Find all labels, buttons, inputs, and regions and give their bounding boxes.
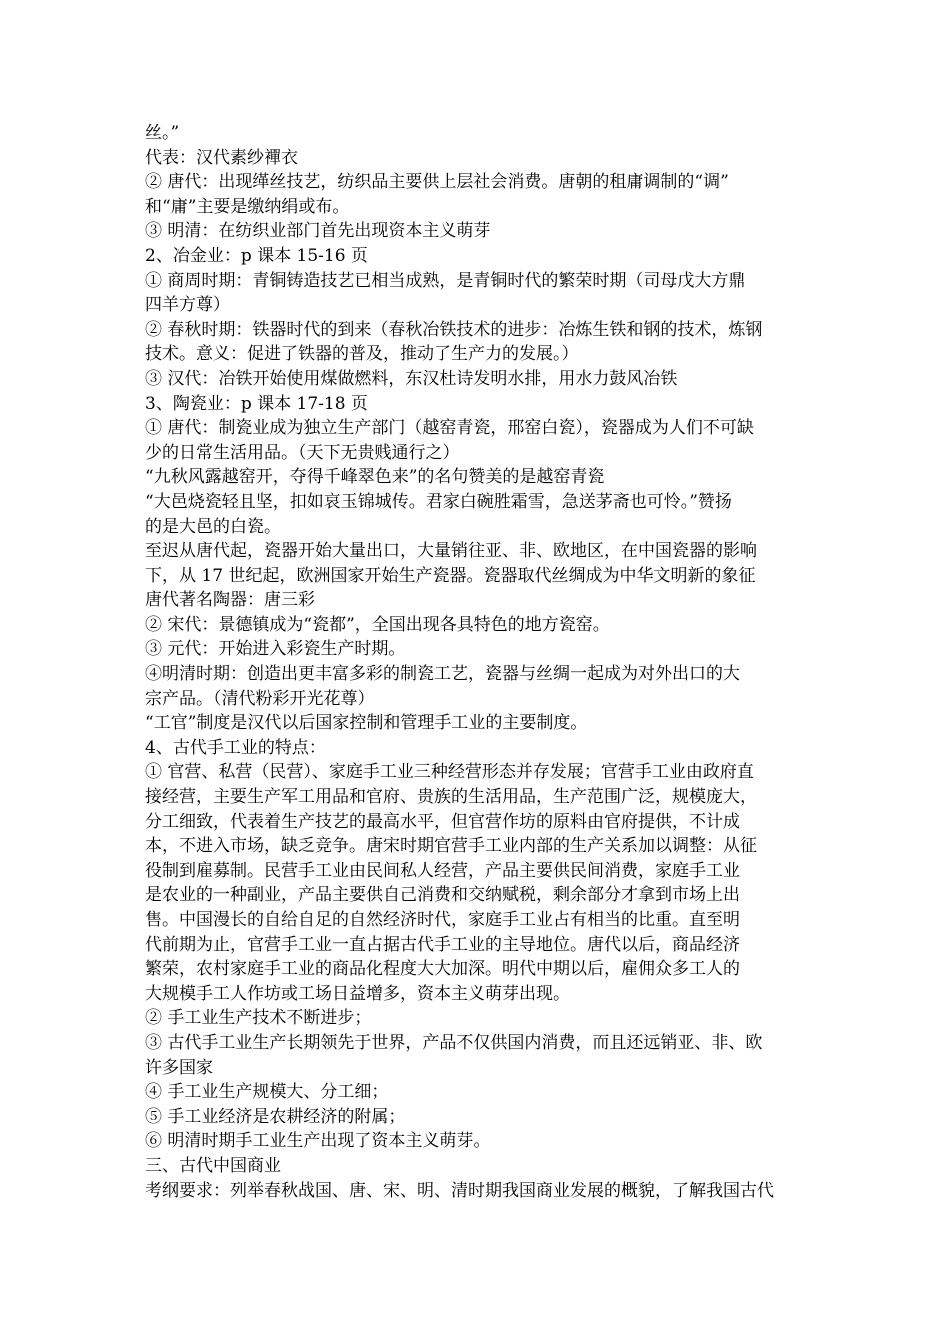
section-heading: 3、陶瓷业：p 课本 17-18 页 <box>145 393 368 414</box>
text-line: 本，不进入市场，缺乏竞争。唐宋时期官营手工业内部的生产关系加以调整：从征 <box>145 836 757 857</box>
text-line: 代表：汉代素纱襌衣 <box>145 147 298 168</box>
text-line: 代前期为止，官营手工业一直占据古代手工业的主导地位。唐代以后，商品经济 <box>145 934 740 955</box>
text-line: ③ 汉代：冶铁开始使用煤做燃料，东汉杜诗发明水排，用水力鼓风冶铁 <box>145 368 678 389</box>
text-line: ③ 古代手工业生产长期领先于世界，产品不仅供国内消费，而且还远销亚、非、欧 <box>145 1032 763 1053</box>
section-heading: 4、古代手工业的特点： <box>145 737 326 758</box>
text-line: 接经营，主要生产军工用品和官府、贵族的生活用品，生产范围广泛，规模庞大， <box>145 787 757 808</box>
text-line: ② 春秋时期：铁器时代的到来（春秋冶铁技术的进步：冶炼生铁和钢的技术，炼钢 <box>145 319 763 340</box>
text-line: ④明清时期：创造出更丰富多彩的制瓷工艺，瓷器与丝绸一起成为对外出口的大 <box>145 664 740 685</box>
text-line: ③ 元代：开始进入彩瓷生产时期。 <box>145 639 406 660</box>
section-heading: 2、冶金业：p 课本 15-16 页 <box>145 245 368 266</box>
section-heading: 三、古代中国商业 <box>145 1155 281 1176</box>
text-line: 下，从 17 世纪起，欧洲国家开始生产瓷器。瓷器取代丝绸成为中华文明新的象征 <box>145 565 756 586</box>
text-line: 的是大邑的白瓷。 <box>145 516 281 537</box>
text-line: 役制到雇募制。民营手工业由民间私人经营，产品主要供民间消费，家庭手工业 <box>145 860 740 881</box>
text-line: 唐代著名陶器：唐三彩 <box>145 590 315 611</box>
text-line: ② 宋代：景德镇成为“瓷都”，全国出现各具特色的地方瓷窑。 <box>145 614 610 635</box>
text-line: 大规模手工人作坊或工场日益增多，资本主义萌芽出现。 <box>145 983 570 1004</box>
text-line: 售。中国漫长的自给自足的自然经济时代，家庭手工业占有相当的比重。直至明 <box>145 910 740 930</box>
text-line: 技术。意义：促进了铁器的普及，推动了生产力的发展。） <box>145 344 579 365</box>
text-line: ① 唐代：制瓷业成为独立生产部门（越窑青瓷，邢窑白瓷），瓷器成为人们不可缺 <box>145 418 754 439</box>
text-line: 是农业的一种副业，产品主要供自己消费和交纳赋税，剩余部分才拿到市场上出 <box>145 885 740 906</box>
text-line: “工官”制度是汉代以后国家控制和管理手工业的主要制度。 <box>145 713 588 734</box>
text-line: ② 唐代：出现缂丝技艺，纺织品主要供上层社会消费。唐朝的租庸调制的“调” <box>145 172 729 193</box>
text-line: 分工细致，代表着生产技艺的最高水平，但官营作坊的原料由官府提供，不计成 <box>145 811 740 832</box>
text-line: “九秋风露越窑开，夺得千峰翠色来”的名句赞美的是越窑青瓷 <box>145 467 605 488</box>
text-line: 许多国家 <box>145 1057 213 1078</box>
text-line: 宗产品。（清代粉彩开光花尊） <box>145 688 375 709</box>
document-body <box>145 121 810 1203</box>
text-line: ⑥ 明清时期手工业生产出现了资本主义萌芽。 <box>145 1131 491 1152</box>
text-line: ④ 手工业生产规模大、分工细； <box>145 1082 389 1103</box>
text-line: ② 手工业生产技术不断进步； <box>145 1008 372 1029</box>
text-line: 繁荣，农村家庭手工业的商品化程度大大加深。明代中期以后，雇佣众多工人的 <box>145 959 740 980</box>
text-line: “大邑烧瓷轻且坚，扣如哀玉锦城传。君家白碗胜霜雪，急送茅斋也可怜。”赞扬 <box>145 491 732 512</box>
text-line: ⑤ 手工业经济是农耕经济的附属； <box>145 1106 406 1127</box>
text-line: 至迟从唐代起，瓷器开始大量出口，大量销往亚、非、欧地区，在中国瓷器的影响 <box>145 541 757 562</box>
text-line: ③ 明清：在纺织业部门首先出现资本主义萌芽 <box>145 221 491 242</box>
text-line: ① 商周时期：青铜铸造技艺已相当成熟，是青铜时代的繁荣时期（司母戊大方鼎 <box>145 270 746 291</box>
text-line: ① 官营、私营（民营）、家庭手工业三种经营形态并存发展；官营手工业由政府直 <box>145 762 754 783</box>
text-line: 四羊方尊） <box>145 295 230 316</box>
text-line: 丝。” <box>145 123 180 143</box>
text-line: 少的日常生活用品。（天下无贵贱通行之） <box>145 442 460 463</box>
text-line: 和“庸”主要是缴纳绢或布。 <box>145 196 350 217</box>
text-line: 考纲要求：列举春秋战国、唐、宋、明、清时期我国商业发展的概貌，了解我国古代 <box>145 1180 774 1201</box>
